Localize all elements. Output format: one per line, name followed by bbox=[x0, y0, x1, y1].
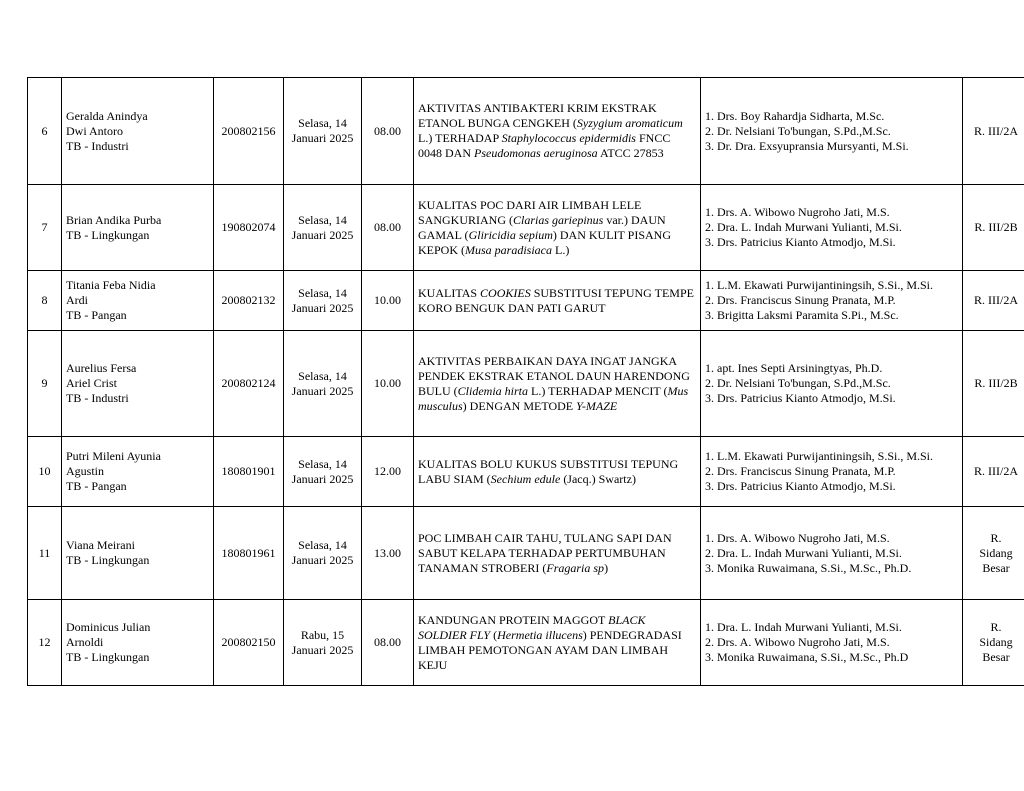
examiner-name: 2. Drs. Franciscus Sinung Pranata, M.P. bbox=[705, 464, 896, 478]
thesis-title bbox=[418, 354, 696, 414]
row-number-cell bbox=[28, 331, 62, 437]
thesis-title-cell bbox=[414, 331, 701, 437]
room-cell bbox=[963, 507, 1024, 600]
student-name: Aurelius Fersa bbox=[66, 361, 137, 375]
examiner-name: 2. Dr. Nelsiani To'bungan, S.Pd.,M.Sc. bbox=[705, 123, 891, 138]
student-name: Putri Mileni Ayunia bbox=[66, 449, 161, 463]
exam-time: 10.00 bbox=[374, 293, 401, 307]
row-number: 8 bbox=[41, 293, 48, 307]
exam-date: Januari 2025 bbox=[291, 227, 354, 242]
examiner-name: 1. Drs. Boy Rahardja Sidharta, M.Sc. bbox=[705, 108, 885, 123]
table-row bbox=[28, 331, 1024, 437]
date-cell bbox=[284, 185, 362, 271]
student-cell bbox=[62, 437, 214, 507]
date-cell bbox=[284, 78, 362, 185]
student-id-cell bbox=[214, 271, 284, 331]
room-cell bbox=[963, 271, 1024, 331]
exam-room: Sidang bbox=[979, 545, 1013, 560]
exam-room: R. III/2A bbox=[974, 293, 1018, 307]
examiner-name: 2. Drs. Franciscus Sinung Pranata, M.P. bbox=[705, 293, 896, 307]
student-id-cell bbox=[214, 331, 284, 437]
exam-schedule-table bbox=[27, 77, 1024, 686]
examiners-cell bbox=[701, 437, 963, 507]
scientific-name: Staphylococcus epidermidis bbox=[501, 131, 636, 145]
examiner-name: 3. Brigitta Laksmi Paramita S.Pi., M.Sc. bbox=[705, 308, 899, 322]
exam-room: R. bbox=[990, 620, 1002, 634]
student-name: Dominicus Julian bbox=[66, 620, 151, 634]
scientific-name: Syzygium aromaticum bbox=[576, 116, 683, 130]
examiners-cell bbox=[701, 331, 963, 437]
student-name: Geralda Anindya bbox=[66, 108, 148, 123]
examiners-cell bbox=[701, 600, 963, 686]
date-cell bbox=[284, 600, 362, 686]
title-segment: ) DENGAN METODE bbox=[462, 398, 577, 413]
exam-room: Besar bbox=[982, 560, 1010, 575]
examiners-cell bbox=[701, 78, 963, 185]
student-id-cell bbox=[214, 600, 284, 686]
scientific-name: BLACK SOLDIER FLY bbox=[418, 612, 646, 642]
time-cell bbox=[362, 437, 414, 507]
title-segment: L.) TERHADAP MENCIT ( bbox=[528, 383, 668, 398]
exam-date: Januari 2025 bbox=[291, 471, 354, 486]
row-number-cell bbox=[28, 271, 62, 331]
table-row bbox=[28, 271, 1024, 331]
exam-date: Selasa, 14 bbox=[298, 116, 347, 130]
exam-date: Selasa, 14 bbox=[298, 285, 347, 300]
student-cell bbox=[62, 600, 214, 686]
title-segment: AKTIVITAS ANTIBAKTERI KRIM EKSTRAK ETANOL BUNGA CENGKEH ( bbox=[418, 101, 657, 130]
exam-time: 08.00 bbox=[374, 635, 401, 649]
student-program: TB - Pangan bbox=[66, 308, 127, 322]
examiner-name: 3. Monika Ruwaimana, S.Si., M.Sc., Ph.D bbox=[705, 650, 909, 664]
scientific-name: Pseudomonas aeruginosa bbox=[474, 146, 598, 160]
scientific-name: Clarias gariepinus bbox=[513, 212, 604, 227]
exam-date: Selasa, 14 bbox=[298, 368, 347, 383]
scientific-name: COOKIES bbox=[480, 285, 531, 300]
scientific-name: Y-MAZE bbox=[576, 398, 618, 413]
student-cell bbox=[62, 185, 214, 271]
room-cell bbox=[963, 437, 1024, 507]
scientific-name: Clidemia hirta bbox=[457, 383, 529, 398]
examiner-name: 3. Drs. Patricius Kianto Atmodjo, M.Si. bbox=[705, 391, 896, 405]
title-segment: ) bbox=[604, 560, 609, 575]
date-cell bbox=[284, 271, 362, 331]
row-number: 12 bbox=[38, 635, 51, 649]
thesis-title bbox=[418, 531, 696, 576]
room-cell bbox=[963, 600, 1024, 686]
student-id: 200802124 bbox=[221, 376, 276, 390]
exam-date: Selasa, 14 bbox=[298, 538, 347, 552]
student-id: 180801961 bbox=[221, 545, 276, 560]
room-cell bbox=[963, 78, 1024, 185]
thesis-title-cell bbox=[414, 600, 701, 686]
student-name: Dwi Antoro bbox=[66, 123, 123, 138]
thesis-title bbox=[418, 457, 696, 487]
student-id-cell bbox=[214, 78, 284, 185]
thesis-title bbox=[418, 286, 696, 316]
row-number: 6 bbox=[41, 123, 48, 138]
student-id: 200802156 bbox=[221, 123, 276, 138]
examiners-cell bbox=[701, 507, 963, 600]
row-number-cell bbox=[28, 507, 62, 600]
title-segment: L.) TERHADAP bbox=[418, 131, 502, 145]
student-name: Brian Andika Purba bbox=[66, 212, 162, 227]
student-name: Ariel Crist bbox=[66, 376, 117, 390]
title-segment: FNCC 0048 DAN bbox=[418, 131, 671, 160]
examiner-name: 2. Dr. Nelsiani To'bungan, S.Pd.,M.Sc. bbox=[705, 376, 891, 390]
exam-date: Januari 2025 bbox=[291, 553, 354, 567]
student-id: 200802132 bbox=[221, 293, 276, 307]
examiner-name: 2. Drs. A. Wibowo Nugroho Jati, M.S. bbox=[705, 635, 890, 649]
title-segment: ( bbox=[490, 627, 498, 642]
exam-room: R. III/2A bbox=[974, 123, 1018, 138]
row-number: 9 bbox=[41, 376, 48, 390]
title-segment: KANDUNGAN PROTEIN MAGGOT bbox=[418, 612, 609, 627]
date-cell bbox=[284, 507, 362, 600]
exam-time: 10.00 bbox=[374, 376, 401, 390]
scientific-name: Mus musculus bbox=[418, 383, 689, 413]
student-name: Agustin bbox=[66, 464, 105, 478]
title-segment: POC LIMBAH CAIR TAHU, TULANG SAPI DAN SABUT KELAPA TERHADAP PERTUMBUHAN TANAMAN STROBERI ( bbox=[418, 530, 672, 575]
examiner-name: 3. Drs. Patricius Kianto Atmodjo, M.Si. bbox=[705, 235, 896, 249]
title-segment: AKTIVITAS PERBAIKAN DAYA INGAT JANGKA PENDEK EKSTRAK ETANOL DAUN HARENDONG BULU ( bbox=[418, 353, 690, 398]
thesis-title bbox=[418, 198, 696, 258]
row-number-cell bbox=[28, 78, 62, 185]
table-row bbox=[28, 507, 1024, 600]
date-cell bbox=[284, 331, 362, 437]
row-number-cell bbox=[28, 600, 62, 686]
exam-date: Januari 2025 bbox=[291, 642, 354, 657]
title-segment: ATCC 27853 bbox=[597, 146, 664, 160]
title-segment: ) DAN KULIT PISANG KEPOK ( bbox=[418, 227, 671, 257]
time-cell bbox=[362, 78, 414, 185]
table-row bbox=[28, 437, 1024, 507]
thesis-title-cell bbox=[414, 78, 701, 185]
row-number: 11 bbox=[38, 545, 51, 560]
title-segment: SUBSTITUSI TEPUNG TEMPE KORO BENGUK DAN PATI GARUT bbox=[418, 285, 694, 315]
title-segment: KUALITAS BOLU KUKUS SUBSTITUSI TEPUNG LABU SIAM ( bbox=[418, 456, 679, 486]
thesis-title-cell bbox=[414, 185, 701, 271]
student-program: TB - Industri bbox=[66, 138, 129, 153]
exam-room: Besar bbox=[982, 650, 1010, 664]
examiner-name: 1. apt. Ines Septi Arsiningtyas, Ph.D. bbox=[705, 361, 883, 375]
exam-date: Januari 2025 bbox=[291, 383, 354, 398]
exam-room: R. III/2B bbox=[974, 220, 1018, 234]
student-program: TB - Lingkungan bbox=[66, 553, 150, 567]
thesis-title-cell bbox=[414, 437, 701, 507]
examiner-name: 1. Drs. A. Wibowo Nugroho Jati, M.S. bbox=[705, 205, 890, 219]
row-number-cell bbox=[28, 437, 62, 507]
time-cell bbox=[362, 331, 414, 437]
student-program: TB - Lingkungan bbox=[66, 227, 150, 242]
title-segment: ) PENDEGRADASI LIMBAH PEMOTONGAN AYAM DAN LIMBAH KEJU bbox=[418, 627, 682, 672]
room-cell bbox=[963, 185, 1024, 271]
time-cell bbox=[362, 600, 414, 686]
examiner-name: 2. Dra. L. Indah Murwani Yulianti, M.Si. bbox=[705, 545, 902, 560]
examiners-cell bbox=[701, 185, 963, 271]
exam-date: Selasa, 14 bbox=[298, 456, 347, 471]
scientific-name: Hermetia illucens bbox=[497, 627, 583, 642]
thesis-title bbox=[418, 101, 696, 161]
student-cell bbox=[62, 78, 214, 185]
examiner-name: 1. Dra. L. Indah Murwani Yulianti, M.Si. bbox=[705, 620, 902, 634]
table-row bbox=[28, 600, 1024, 686]
examiner-name: 3. Dr. Dra. Exsyupransia Mursyanti, M.Si. bbox=[705, 138, 909, 153]
exam-time: 12.00 bbox=[374, 464, 401, 478]
student-id-cell bbox=[214, 507, 284, 600]
student-id-cell bbox=[214, 437, 284, 507]
table-row bbox=[28, 78, 1024, 185]
time-cell bbox=[362, 185, 414, 271]
scientific-name: Gliricidia sepium bbox=[468, 227, 553, 242]
student-cell bbox=[62, 271, 214, 331]
scientific-name: Sechium edule bbox=[490, 471, 561, 486]
table-row bbox=[28, 185, 1024, 271]
student-program: TB - Pangan bbox=[66, 479, 127, 493]
student-id: 200802150 bbox=[221, 635, 276, 649]
row-number-cell bbox=[28, 185, 62, 271]
student-id: 180801901 bbox=[221, 464, 276, 478]
date-cell bbox=[284, 437, 362, 507]
exam-time: 08.00 bbox=[374, 220, 401, 234]
examiners-cell bbox=[701, 271, 963, 331]
row-number: 7 bbox=[41, 220, 48, 234]
examiner-name: 3. Drs. Patricius Kianto Atmodjo, M.Si. bbox=[705, 479, 896, 493]
student-cell bbox=[62, 331, 214, 437]
thesis-title bbox=[418, 613, 696, 673]
thesis-title-cell bbox=[414, 271, 701, 331]
student-name: Arnoldi bbox=[66, 635, 104, 649]
exam-room: Sidang bbox=[979, 635, 1013, 649]
scientific-name: Fragaria sp bbox=[546, 560, 605, 575]
time-cell bbox=[362, 271, 414, 331]
exam-date: Selasa, 14 bbox=[298, 212, 347, 227]
time-cell bbox=[362, 507, 414, 600]
student-cell bbox=[62, 507, 214, 600]
thesis-title-cell bbox=[414, 507, 701, 600]
exam-date: Januari 2025 bbox=[291, 300, 354, 315]
scientific-name: Musa paradisiaca bbox=[465, 242, 552, 257]
examiner-name: 1. Drs. A. Wibowo Nugroho Jati, M.S. bbox=[705, 530, 890, 545]
room-cell bbox=[963, 331, 1024, 437]
exam-date: Januari 2025 bbox=[291, 131, 354, 145]
student-id-cell bbox=[214, 185, 284, 271]
student-name: Ardi bbox=[66, 293, 88, 307]
examiner-name: 1. L.M. Ekawati Purwijantiningsih, S.Si., M.Si. bbox=[705, 278, 934, 292]
examiner-name: 2. Dra. L. Indah Murwani Yulianti, M.Si. bbox=[705, 220, 902, 234]
row-number: 10 bbox=[38, 464, 51, 478]
exam-room: R. III/2B bbox=[974, 376, 1018, 390]
student-name: Titania Feba Nidia bbox=[66, 278, 156, 292]
schedule-body bbox=[28, 78, 1024, 686]
title-segment: KUALITAS POC DARI AIR LIMBAH LELE SANGKURIANG ( bbox=[418, 197, 642, 227]
exam-room: R. III/2A bbox=[974, 464, 1018, 478]
exam-time: 08.00 bbox=[374, 123, 401, 138]
student-program: TB - Industri bbox=[66, 391, 129, 405]
title-segment: (Jacq.) Swartz) bbox=[560, 471, 636, 486]
title-segment: var.) DAUN GAMAL ( bbox=[418, 212, 666, 242]
exam-time: 13.00 bbox=[374, 545, 401, 560]
student-program: TB - Lingkungan bbox=[66, 650, 150, 664]
title-segment: L.) bbox=[552, 242, 570, 257]
exam-room: R. bbox=[990, 530, 1002, 545]
examiner-name: 1. L.M. Ekawati Purwijantiningsih, S.Si., M.Si. bbox=[705, 449, 934, 463]
examiner-name: 3. Monika Ruwaimana, S.Si., M.Sc., Ph.D. bbox=[705, 560, 912, 575]
student-id: 190802074 bbox=[221, 220, 276, 234]
exam-date: Rabu, 15 bbox=[300, 627, 345, 642]
student-name: Viana Meirani bbox=[66, 538, 135, 552]
title-segment: KUALITAS bbox=[418, 285, 481, 300]
